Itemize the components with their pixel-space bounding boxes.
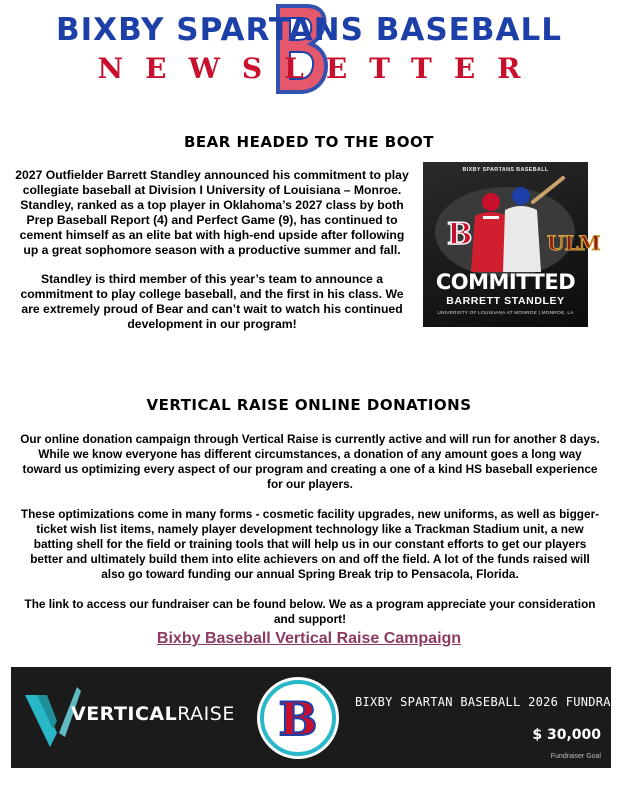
article-1-body <box>12 168 412 346</box>
article-1-paragraph: Standley is third member of this year’s team to announce a commitment to play college baseball, and the first in his class. We are extremely proud of Bear and can’t wait to watch his continued development in our program! <box>20 272 404 331</box>
campaign-link[interactable]: Bixby Baseball Vertical Raise Campaign <box>156 630 462 647</box>
commitment-graphic-header: BIXBY SPARTANS BASEBALL <box>462 167 549 173</box>
player-name: BARRETT STANDLEY <box>446 295 565 307</box>
article-2-title: VERTICAL RAISE ONLINE DONATIONS <box>146 396 472 414</box>
vertical-raise-wordmark-part: VERTICAL <box>71 703 178 725</box>
player-school: UNIVERSITY OF LOUISIANA AT MONROE | MONROE, LA <box>437 311 574 316</box>
newsletter-title: BIXBY SPARTANS BASEBALL <box>56 12 562 48</box>
fundraiser-goal-amount: $ 30,000 <box>532 727 601 743</box>
article-2-body <box>18 432 602 642</box>
article-1-paragraph: 2027 Outfielder Barrett Standley announced his commitment to play collegiate baseball at Division I University of Louisiana – Monroe. Standley, ranked as a top player in Oklahoma’s 2027 class by both Prep Baseball Report (4) and Perfect Game (9), has continued to cement himself as an elite bat with high-end upside after following up a great sophomore season with a productive summer and fall. <box>15 168 409 257</box>
commitment-graphic <box>423 162 601 327</box>
article-2-paragraph: The link to access our fundraiser can be found below. We as a program appreciate your consideration and support! <box>24 597 596 626</box>
committed-headline: COMMITTED <box>435 270 576 294</box>
article-2-paragraph: These optimizations come in many forms - cosmetic facility upgrades, new uniforms, as well as bigger-ticket wish list items, namely player development technology like a Trackman Stadium unit, a new batting shell for the field or training tools that will help us in our constant efforts to get our players better and ultimately build them into elite achievers on and off the field. A lot of the funds raised will also go toward funding our annual Spring Break trip to Pensacola, Florida. <box>20 507 600 581</box>
vertical-raise-wordmark <box>71 703 235 725</box>
newsletter-subtitle: NEWSLETTER <box>97 52 543 85</box>
masthead <box>0 0 618 100</box>
article-2-paragraph: Our online donation campaign through Vertical Raise is currently active and will run for another 8 days. While we know everyone has different circumstances, a donation of any amount goes a long way toward us optimizing every aspect of our program and creating a one of a kind HS baseball experience for our players. <box>20 432 600 491</box>
bixby-b-circle-logo-icon <box>255 675 341 761</box>
vertical-raise-wordmark-part: RAISE <box>177 703 235 725</box>
svg-text:ULM: ULM <box>547 231 601 255</box>
fundraiser-title: BIXBY SPARTAN BASEBALL 2026 FUNDRAISER <box>355 695 641 709</box>
bixby-b-logo-icon <box>447 217 472 252</box>
player-photo-illustration <box>423 172 601 282</box>
fundraiser-banner[interactable] <box>11 667 641 768</box>
fundraiser-goal-label: Fundraiser Goal <box>550 753 601 760</box>
svg-text:B: B <box>278 692 318 746</box>
svg-text:B: B <box>447 217 473 252</box>
article-1-title: BEAR HEADED TO THE BOOT <box>184 133 434 151</box>
